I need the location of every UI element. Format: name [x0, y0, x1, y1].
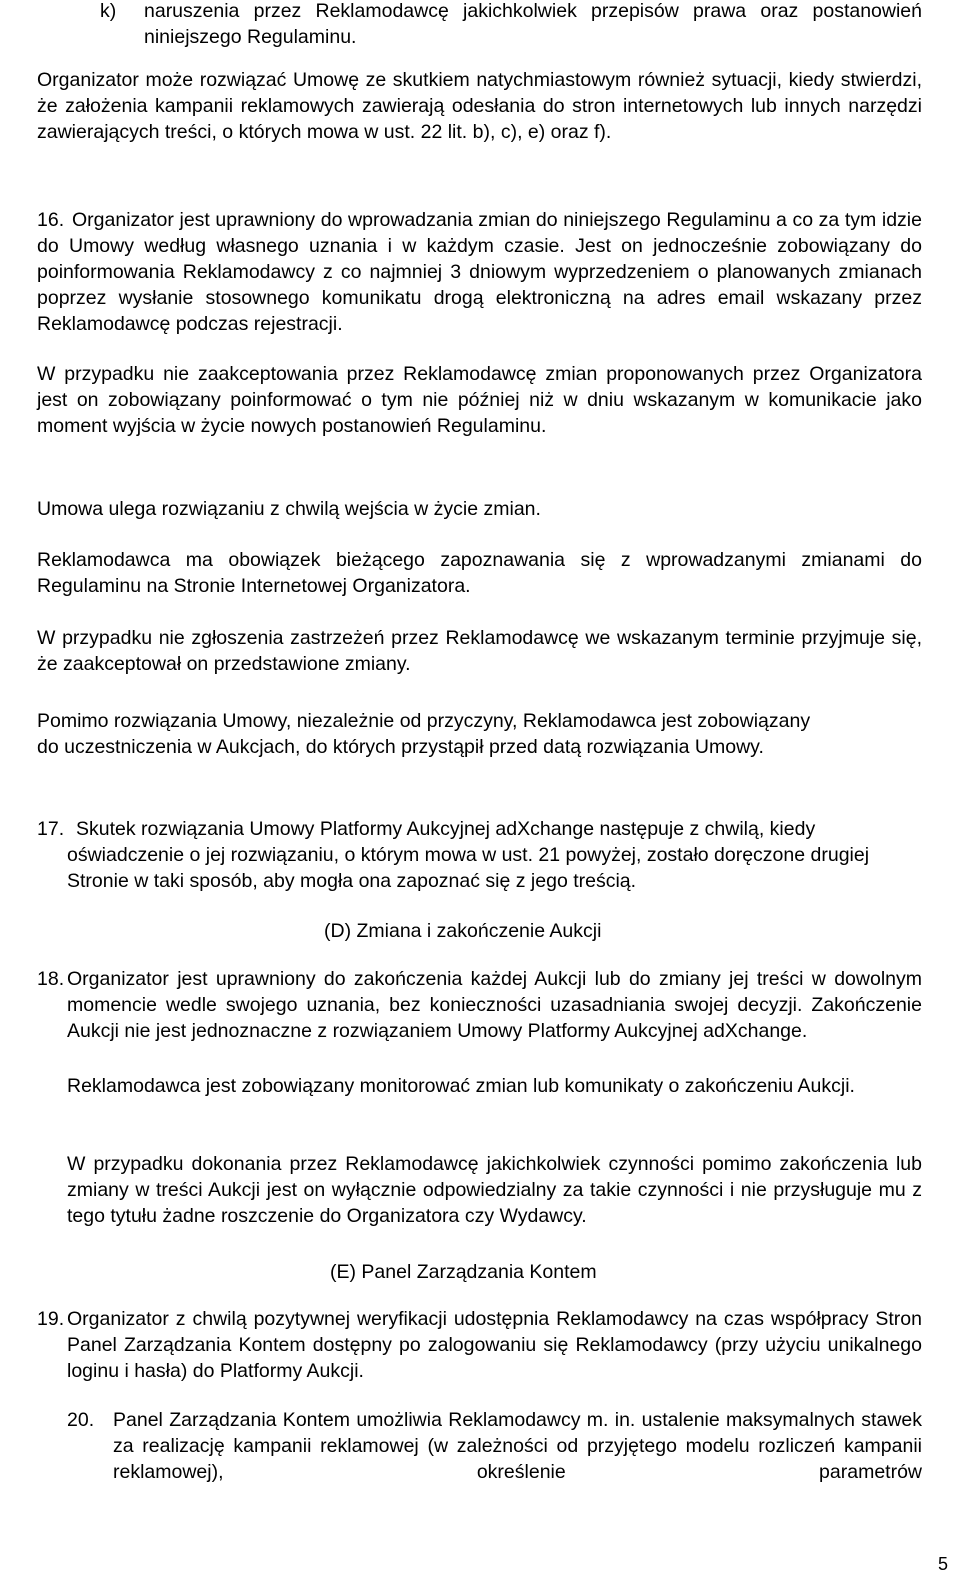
section-18-text: Organizator jest uprawniony do zakończenia każdej Aukcji lub do zmiany jej treści w dowolnym momencie wedle swojego uznania, bez konieczności uzasadniania swojej decyzji. Zakończenie Aukcji nie jest jednoznaczne z rozwiązaniem Umowy Platformy Aukcyjnej adXchange.	[67, 968, 922, 1042]
section-18-text-3: W przypadku dokonania przez Reklamodawcę jakichkolwiek czynności pomimo zakończenia lub zmiany w treści Aukcji jest on wyłącznie odpowiedzialny za takie czynności i nie przysługuje mu z tego tytułu żadne roszczenie do Organizatora czy Wydawcy.	[67, 1153, 922, 1227]
paragraph-agreement-ends: Umowa ulega rozwiązaniu z chwilą wejścia w życie zmian.	[37, 498, 541, 520]
paragraph-duty: Reklamodawca ma obowiązek bieżącego zapoznawania się z wprowadzanymi zmianami do Regulaminu na Stronie Internetowej Organizatora.	[37, 549, 922, 597]
paragraph-organizer-terminate: Organizator może rozwiązać Umowę ze skutkiem natychmiastowym również sytuacji, kiedy stwierdzi, że założenia kampanii reklamowych zawierają odesłania do stron internetowych lub innych narzędzi zawierających treści, o których mowa w ust. 22 lit. b), c), e) oraz f).	[37, 69, 922, 143]
section-number-16: 16.	[37, 209, 65, 231]
paragraph-not-accepted: W przypadku nie zaakceptowania przez Reklamodawcę zmian proponowanych przez Organizatora jest on zobowiązany poinformować o tym nie później niż w dniu wskazanym w komunikacie jako moment wyjścia w życie nowych postanowień Regulaminu.	[37, 363, 922, 437]
list-label-k: k)	[100, 0, 117, 22]
section-19-text: Organizator z chwilą pozytywnej weryfikacji udostępnia Reklamodawcy na czas współpracy Stron Panel Zarządzania Kontem dostępny po zalogowaniu się Reklamodawcy (przy użyciu unikalnego loginu i hasła) do Platformy Aukcji.	[67, 1308, 922, 1382]
page-number: 5	[937, 1554, 948, 1574]
paragraph-despite: Pomimo rozwiązania Umowy, niezależnie od przyczyny, Reklamodawca jest zobowiązany do uczestniczenia w Aukcjach, do których przystąpił przed datą rozwiązania Umowy.	[37, 710, 811, 758]
section-number-18: 18.	[37, 968, 65, 990]
section-number-19: 19.	[37, 1308, 65, 1330]
section-number-20: 20.	[67, 1409, 95, 1431]
section-18-text-2: Reklamodawca jest zobowiązany monitorować zmian lub komunikaty o zakończeniu Aukcji.	[67, 1075, 855, 1097]
section-20-text: Panel Zarządzania Kontem umożliwia Reklamodawcy m. in. ustalenie maksymalnych stawek za realizację kampanii reklamowej (w zależności od przyjętego modelu rozliczeń kampanii reklamowej), określenie parametrów	[113, 1409, 922, 1483]
heading-e: (E) Panel Zarządzania Kontem	[330, 1261, 597, 1283]
section-16-text: Organizator jest uprawniony do wprowadzania zmian do niniejszego Regulaminu a co za tym idzie do Umowy według własnego uznania i w każdym czasie. Jest on jednocześnie zobowiązany do poinformowania Reklamodawcy z co najmniej 3 dniowym wyprzedzeniem o planowanych zmianach poprzez wysłanie stosownego komunikatu drogą elektroniczną na adres email wskazany przez Reklamodawcę podczas rejestracji.	[37, 209, 922, 335]
section-number-17: 17.	[37, 818, 65, 840]
heading-d: (D) Zmiana i zakończenie Aukcji	[324, 920, 602, 942]
list-item-k-text: naruszenia przez Reklamodawcę jakichkolwiek przepisów prawa oraz postanowień niniejszego Regulaminu.	[144, 0, 922, 48]
paragraph-no-objection: W przypadku nie zgłoszenia zastrzeżeń przez Reklamodawcę we wskazanym terminie przyjmuje się, że zaakceptował on przedstawione zmiany.	[37, 627, 922, 675]
section-17-text: Skutek rozwiązania Umowy Platformy Aukcyjnej adXchange następuje z chwilą, kiedy oświadczenie o jej rozwiązaniu, o którym mowa w ust. 21 powyżej, zostało doręczone drugiej Stronie w taki sposób, aby mogła ona zapoznać się z jego treścią.	[67, 818, 870, 892]
